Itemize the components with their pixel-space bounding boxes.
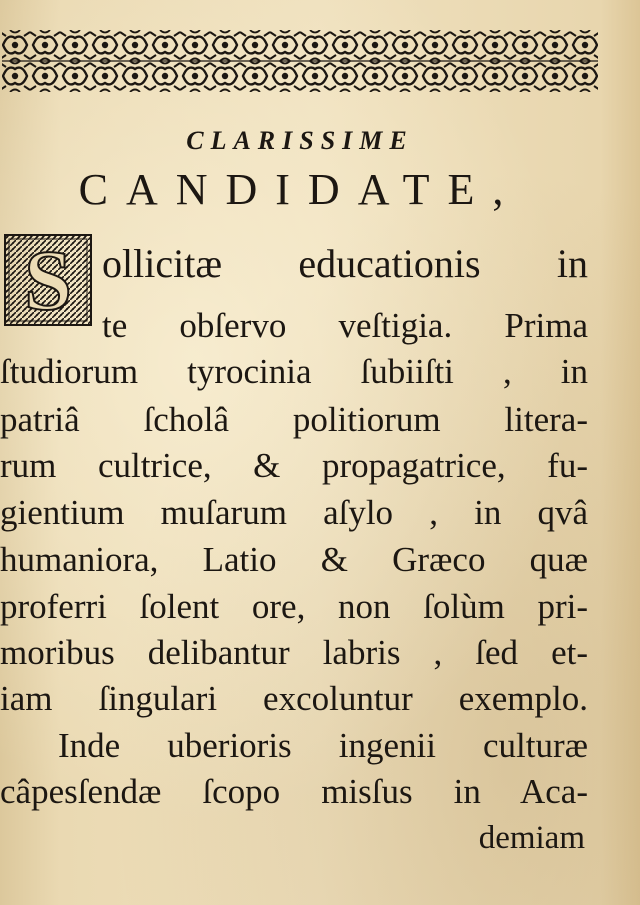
text-line: patriâ ſcholâ politiorum litera- bbox=[0, 400, 588, 439]
addressee-heading: CANDIDATE, bbox=[78, 165, 522, 214]
text-line: iam ſingulari excoluntur exemplo. bbox=[0, 679, 588, 718]
catchword: demiam bbox=[478, 820, 585, 856]
text-line: te obſervo veſtigia. Prima bbox=[102, 306, 588, 345]
text-line: ollicitæ educationis in bbox=[102, 241, 588, 286]
headpiece-ornament-icon bbox=[0, 30, 600, 92]
text-line: humaniora, Latio & Græco quæ bbox=[0, 540, 588, 579]
text-line: proferri ſolent ore, non ſolùm pri- bbox=[0, 587, 588, 626]
text-line: ſtudiorum tyrocinia ſubiiſti , in bbox=[0, 352, 588, 391]
text-line: câpesſendæ ſcopo misſus in Aca- bbox=[0, 772, 588, 811]
decorated-initial bbox=[4, 234, 92, 326]
initial-letter: S bbox=[24, 232, 72, 328]
salutation-heading: CLARISSIME bbox=[186, 126, 414, 155]
text-line: moribus delibantur labris , ſed et- bbox=[0, 633, 588, 672]
text-line: gientium muſarum aſylo , in qvâ bbox=[0, 493, 588, 532]
text-line: Inde uberioris ingenii culturæ bbox=[58, 726, 588, 765]
text-line: rum cultrice, & propagatrice, fu- bbox=[0, 446, 588, 485]
